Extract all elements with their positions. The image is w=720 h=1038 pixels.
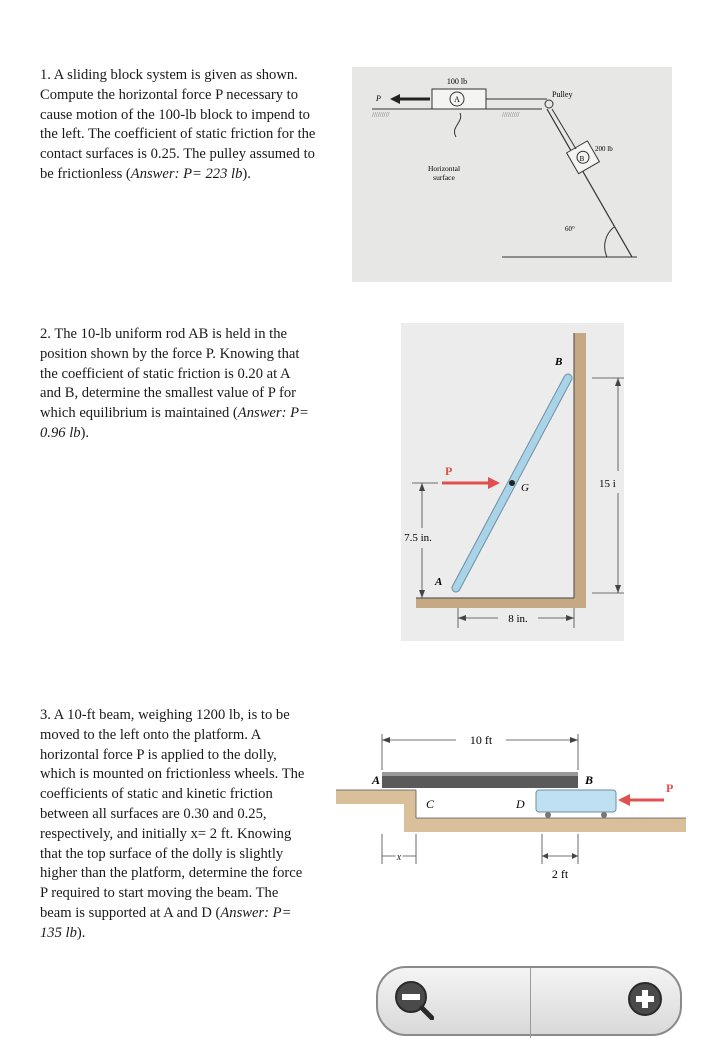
- figure-3-beam-dolly: [336, 728, 686, 888]
- figure-1-sliding-block: [352, 67, 672, 282]
- zoom-out-icon[interactable]: [392, 978, 434, 1020]
- svg-text://///////: /////////: [372, 111, 390, 119]
- label-a: A: [435, 576, 443, 588]
- svg-text://///////: /////////: [502, 111, 520, 119]
- wheel-right: [601, 812, 607, 818]
- label-c: C: [426, 797, 435, 811]
- label-a: A: [372, 773, 381, 787]
- label-a: A: [454, 95, 460, 104]
- problem-1-text: 1. A sliding block system is given as shown. Compute the horizontal force P necessary to cause motion of the 100-lb block to impend to the left. The coefficient of static friction for the contact surfaces is 0.25. The pulley assumed to be frictionless (Answer: P= 223 lb).: [40, 67, 316, 182]
- label-b: B: [585, 773, 594, 787]
- weight-200lb: 200 lb: [595, 145, 613, 153]
- dim-2-ft: 2 ft: [551, 867, 569, 881]
- zoom-divider: [530, 968, 531, 1038]
- problem-3-text: 3. A 10-ft beam, weighing 1200 lb, is to be moved to the left onto the platform. A horizontal force P is applied to the dolly, which is mounted on frictionless wheels. The coefficients of static and kinetic friction between all surfaces are 0.30 and 0.25, respectively, and initially x= 2 ft. Knowing that the top surface of the dolly is slightly higher than the platform, determine the force P required to start moving the beam. The beam is supported at A and D (Answer: P= 135 lb).: [40, 707, 305, 941]
- weight-100lb: 100 lb: [446, 77, 468, 86]
- center-g: [509, 480, 515, 486]
- label-x: x: [396, 852, 402, 863]
- label-p: P: [666, 781, 674, 795]
- label-angle: 60°: [565, 225, 575, 233]
- label-horizontal: Horizontal: [427, 164, 461, 173]
- dolly: [536, 790, 616, 812]
- label-b: B: [579, 155, 585, 163]
- problem-3-answer: Answer: P= 135 lb: [40, 904, 292, 941]
- problem-1-body: 1. A sliding block system is given as shown. Compute the horizontal force P necessary to cause motion of the 100-lb block to impend to the left. The coefficient of static friction for the contact surfaces is 0.25. The pulley assumed to be frictionless (: [40, 67, 316, 182]
- problem-1-answer: Answer: P= 223 lb: [130, 165, 243, 182]
- problem-2-body: 2. The 10-lb uniform rod AB is held in the position shown by the force P. Knowing that the coefficient of static friction is 0.20 at A and B, determine the smallest value of P for which equilibrium is maintained (: [40, 326, 300, 422]
- problem-2-text: 2. The 10-lb uniform rod AB is held in the position shown by the force P. Knowing that the coefficient of static friction is 0.20 at A and B, determine the smallest value of P for which equilibrium is maintained (Answer: P= 0.96 lb).: [40, 326, 309, 441]
- dim-10-ft: 10 ft: [469, 733, 493, 747]
- problem-3-body: 3. A 10-ft beam, weighing 1200 lb, is to be moved to the left onto the platform. A horizontal force P is applied to the dolly, which is mounted on frictionless wheels. The coefficients of static and kinetic friction between all surfaces are 0.30 and 0.25, respectively, and initially x= 2 ft. Knowing that the top surface of the dolly is slightly higher than the platform, determine the force P required to start moving the beam. The beam is supported at A and D (: [40, 707, 305, 921]
- wheel-left: [545, 812, 551, 818]
- label-b: B: [555, 356, 563, 368]
- label-g: G: [521, 482, 529, 494]
- label-p: P: [445, 464, 453, 478]
- label-pulley: Pulley: [552, 90, 573, 99]
- dim-15-in: 15 i: [599, 478, 616, 490]
- zoom-control: [376, 966, 682, 1036]
- label-surface: surface: [433, 173, 455, 182]
- figure-2-rod: [378, 323, 628, 641]
- problem-2-answer: Answer: P= 0.96 lb: [40, 405, 309, 441]
- label-p: P: [376, 94, 381, 103]
- dim-8-in: 8 in.: [508, 613, 528, 625]
- dim-7-5-in: 7.5 in.: [404, 532, 432, 544]
- zoom-in-icon[interactable]: [624, 978, 666, 1020]
- label-d: D: [516, 797, 525, 811]
